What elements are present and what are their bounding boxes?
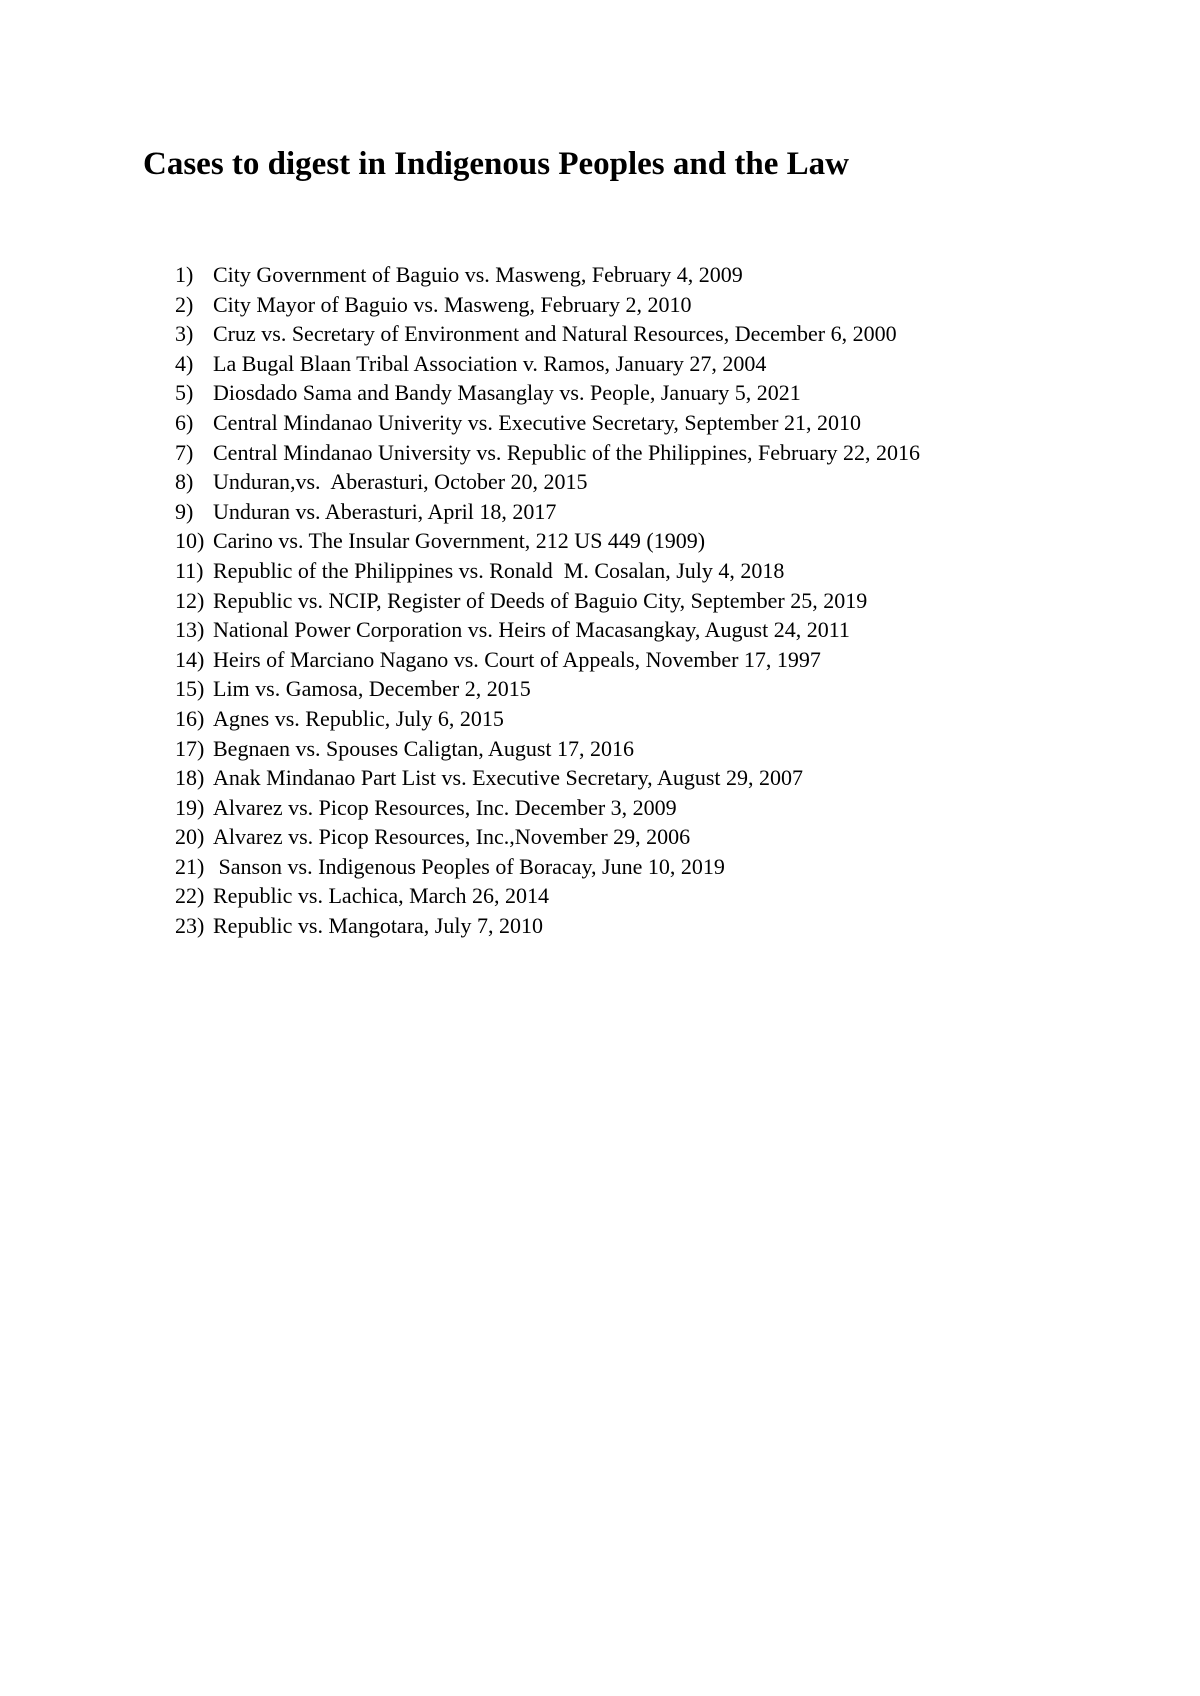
case-item [175,852,920,882]
case-item [175,911,920,941]
case-item [175,674,920,704]
case-title: Begnaen vs. Spouses Caligtan, August 17, 2016 [213,735,635,761]
case-number: 23) [175,913,205,939]
case-item [175,378,920,408]
case-item [175,290,920,320]
case-item [175,734,920,764]
case-number: 5) [175,380,194,406]
case-number: 9) [175,498,194,524]
case-number: 8) [175,469,194,495]
case-title: Central Mindanao Univerity vs. Executive Secretary, September 21, 2010 [213,409,862,435]
case-title: Unduran,vs. Aberasturi, October 20, 2015 [213,469,588,495]
case-number: 21) [175,853,205,879]
case-title: La Bugal Blaan Tribal Association v. Ramos, January 27, 2004 [213,350,767,376]
case-title: Diosdado Sama and Bandy Masanglay vs. People, January 5, 2021 [213,380,801,406]
case-title: Republic vs. Lachica, March 26, 2014 [213,883,550,909]
case-title: Central Mindanao University vs. Republic of the Philippines, February 22, 2016 [213,439,920,465]
case-number: 16) [175,705,205,731]
case-list [175,260,920,941]
case-item [175,881,920,911]
case-title: City Mayor of Baguio vs. Masweng, February 2, 2010 [213,291,692,317]
case-title: Carino vs. The Insular Government, 212 US 449 (1909) [213,528,706,554]
case-title: Republic of the Philippines vs. Ronald M. Cosalan, July 4, 2018 [213,557,785,583]
case-number: 7) [175,439,194,465]
case-number: 4) [175,350,194,376]
case-item [175,763,920,793]
case-item [175,645,920,675]
case-item [175,822,920,852]
page-title: Cases to digest in Indigenous Peoples and the Law [143,146,849,182]
case-item [175,556,920,586]
case-title: Republic vs. Mangotara, July 7, 2010 [213,913,543,939]
case-title: Republic vs. NCIP, Register of Deeds of Baguio City, September 25, 2019 [213,587,868,613]
case-number: 15) [175,676,205,702]
case-number: 22) [175,883,205,909]
case-number: 19) [175,794,205,820]
case-item [175,438,920,468]
case-item [175,586,920,616]
case-item [175,260,920,290]
case-number: 3) [175,321,194,347]
case-title: Cruz vs. Secretary of Environment and Natural Resources, December 6, 2000 [213,321,897,347]
case-title: Sanson vs. Indigenous Peoples of Boracay, June 10, 2019 [213,853,725,879]
case-number: 17) [175,735,205,761]
case-title: Alvarez vs. Picop Resources, Inc. December 3, 2009 [213,794,677,820]
case-number: 6) [175,409,194,435]
case-number: 11) [175,557,204,583]
case-title: Alvarez vs. Picop Resources, Inc.,November 29, 2006 [213,824,691,850]
case-item [175,467,920,497]
case-item [175,526,920,556]
case-title: City Government of Baguio vs. Masweng, February 4, 2009 [213,262,743,287]
case-number: 1) [175,262,194,287]
case-number: 10) [175,528,205,554]
case-title: Unduran vs. Aberasturi, April 18, 2017 [213,498,557,524]
case-item [175,793,920,823]
case-title: National Power Corporation vs. Heirs of Macasangkay, August 24, 2011 [213,617,850,643]
case-item [175,349,920,379]
case-number: 2) [175,291,194,317]
case-title: Agnes vs. Republic, July 6, 2015 [213,705,504,731]
case-number: 18) [175,765,205,791]
case-item [175,408,920,438]
case-title: Heirs of Marciano Nagano vs. Court of Appeals, November 17, 1997 [213,646,821,672]
case-number: 13) [175,617,205,643]
case-title: Anak Mindanao Part List vs. Executive Secretary, August 29, 2007 [213,765,804,791]
case-item [175,704,920,734]
case-item [175,497,920,527]
case-item [175,615,920,645]
case-number: 14) [175,646,205,672]
case-item [175,319,920,349]
case-number: 20) [175,824,205,850]
case-number: 12) [175,587,205,613]
case-title: Lim vs. Gamosa, December 2, 2015 [213,676,531,702]
